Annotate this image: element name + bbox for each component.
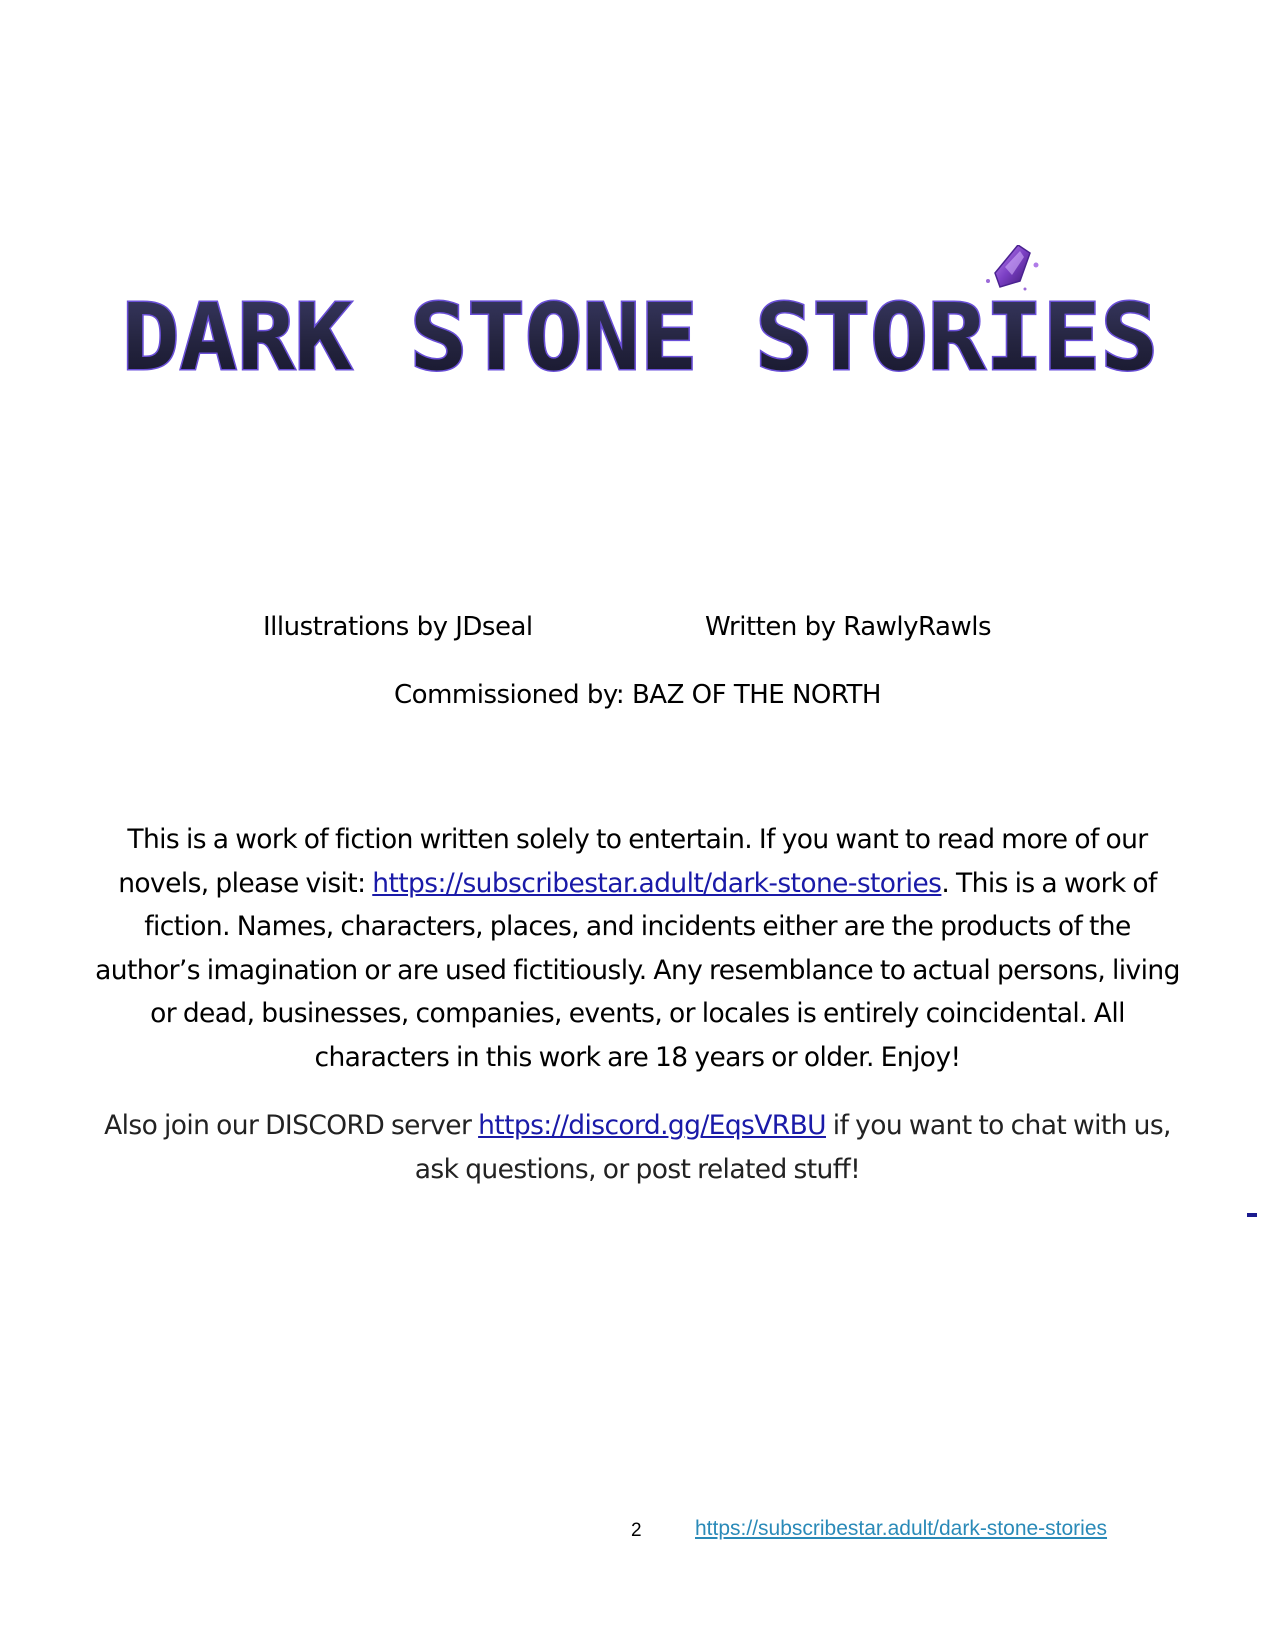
commission-credit: Commissioned by: BAZ OF THE NORTH (394, 680, 881, 710)
credits-line (0, 612, 1275, 652)
illustrator-credit: Illustrations by JDseal (263, 612, 533, 642)
dark-stone-stories-logo (100, 245, 1180, 395)
discord-link[interactable]: https://discord.gg/EqsVRBU (478, 1110, 826, 1141)
disclaimer-body: . This is a work of fiction. Names, characters, places, and incidents either are the products of the author’s imagination or are used fictitiously. Any resemblance to actual persons, living or dead, businesses, companies, events, or locales is entirely coincidental. All characters in this work are 18 years or older. Enjoy! (95, 867, 1180, 1073)
writer-credit: Written by RawlyRawls (705, 612, 991, 642)
discord-outro: if you want to chat with us, ask questions, or post related stuff! (414, 1110, 1171, 1185)
fiction-disclaimer (90, 818, 1185, 1079)
margin-dash-mark (1247, 1213, 1257, 1217)
logo-wordmark: DARK STONE STORIES (122, 284, 1158, 391)
subscribestar-link[interactable]: https://subscribestar.adult/dark-stone-stories (372, 867, 942, 899)
page-number: 2 (631, 1520, 642, 1541)
discord-invite (90, 1104, 1185, 1191)
discord-intro: Also join our DISCORD server (104, 1110, 479, 1141)
disclaimer-intro: This is a work of fiction written solely to entertain. If you want to read more of our novels, please visit: (118, 824, 1148, 899)
footer-subscribestar-link[interactable]: https://subscribestar.adult/dark-stone-stories (695, 1517, 1108, 1540)
